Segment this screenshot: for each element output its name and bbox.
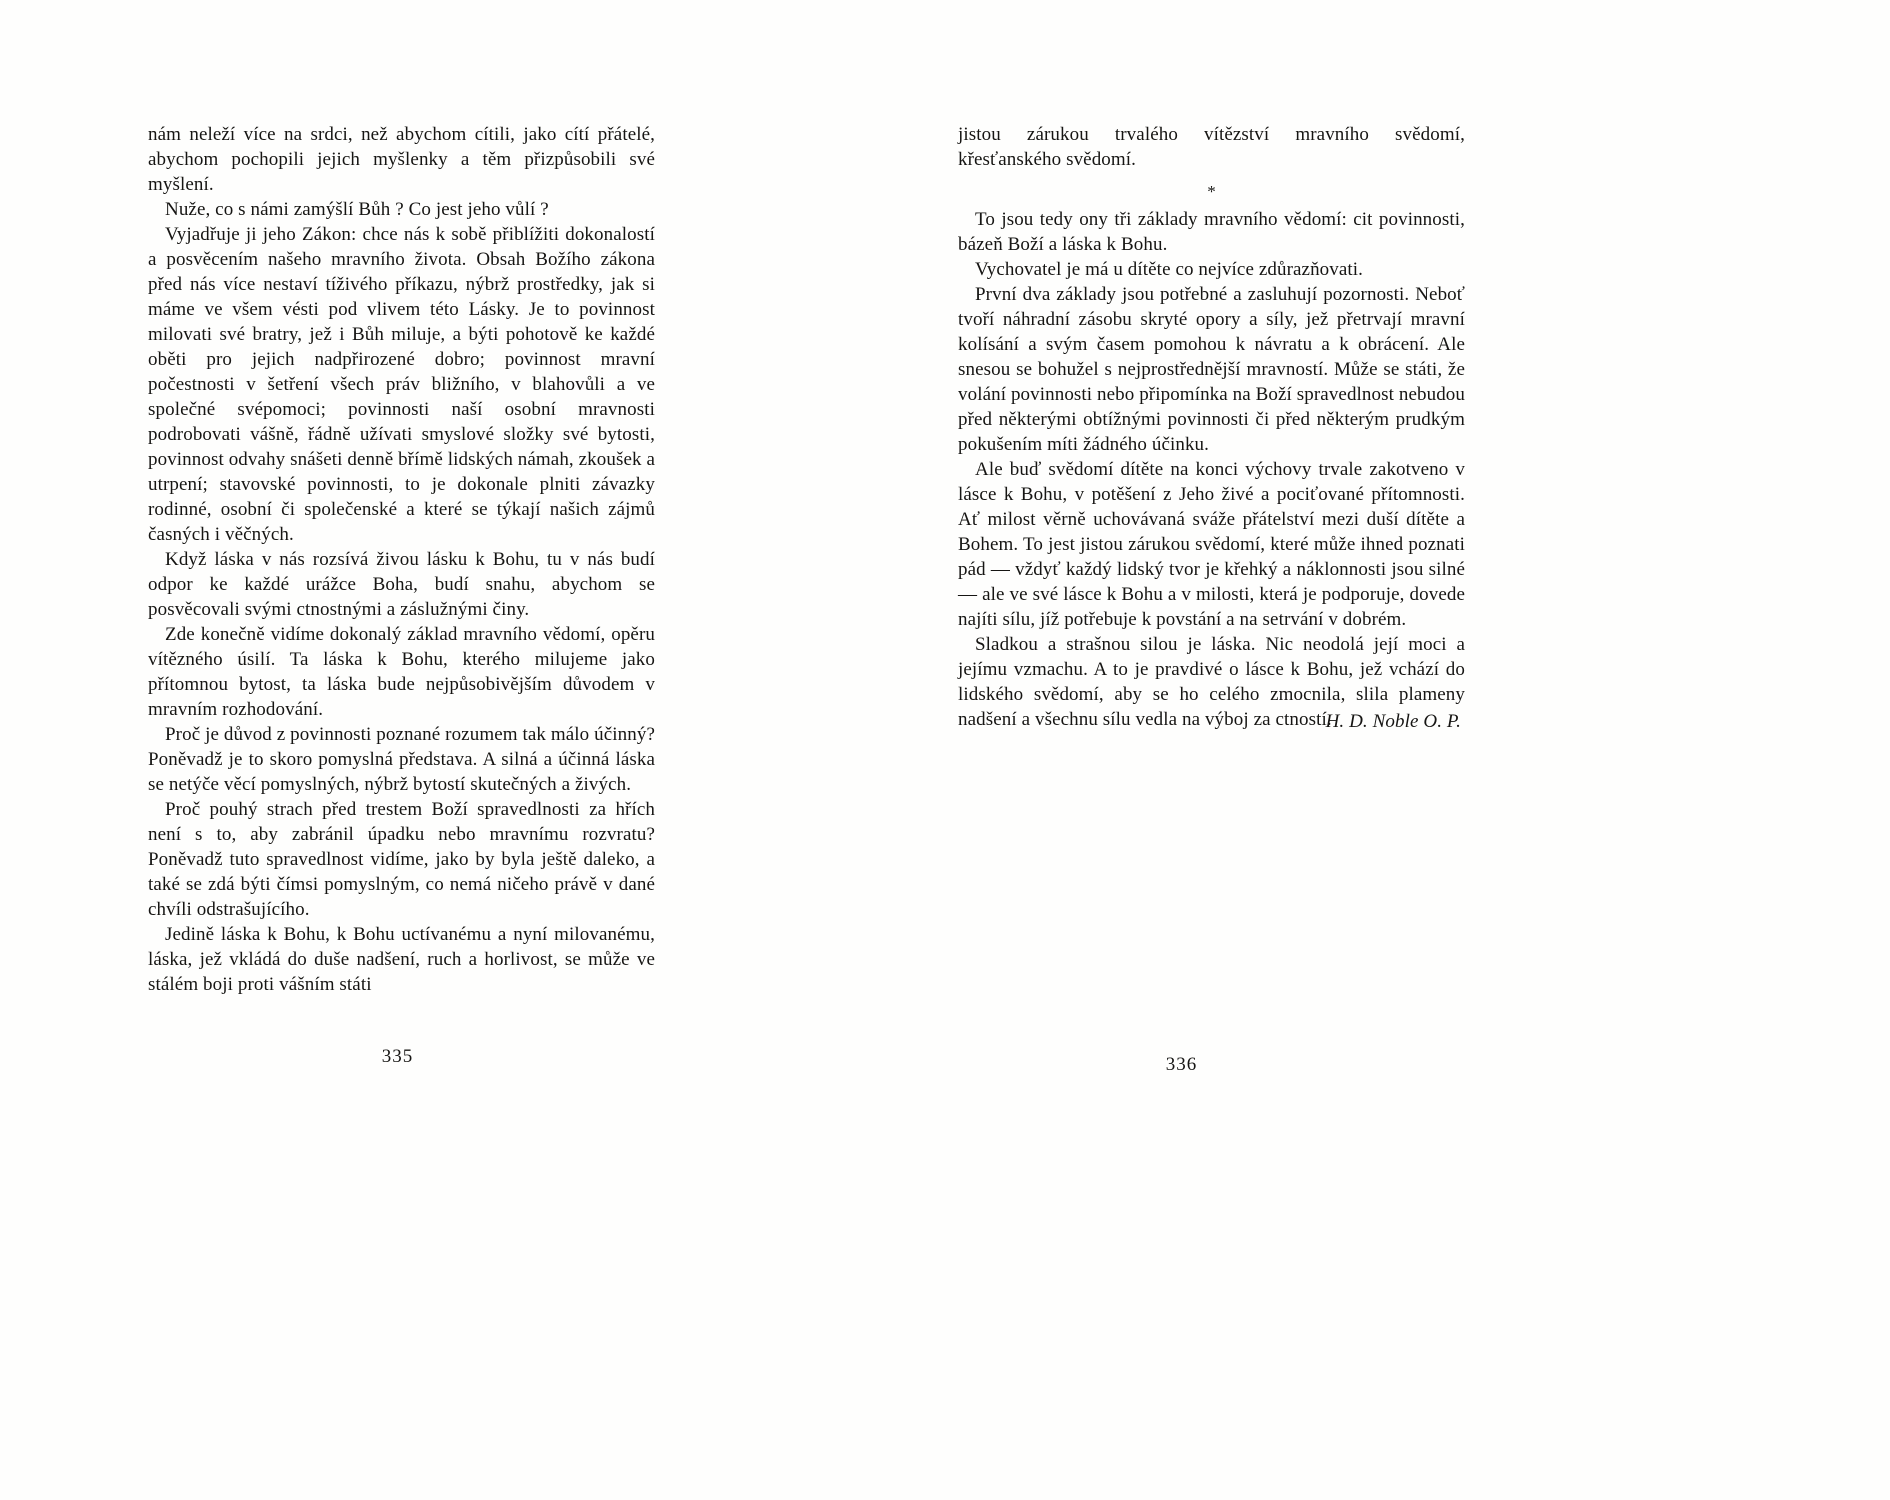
paragraph: Jedině láska k Bohu, k Bohu uctívanému a nyní milovanému, láska, jež vkládá do duše nadšení, ruch a horlivost, se může ve stálém boji proti vášním státi (148, 924, 655, 995)
paragraph: První dva základy jsou potřebné a zasluhují pozornosti. Neboť tvoří náhradní zásobu skryté opory a síly, jež přetrvají mravní kolísání a svým časem pomohou k návratu a k obrácení. Ale snesou se bohužel s nejprostřednější mravností. Může se státi, že volání povinnosti nebo připomínka na Boží spravedlnost nebudou před některými obtížnými povinnosti či před některým prudkým pokušením míti žádného účinku. (958, 284, 1465, 455)
paragraph: Nuže, co s námi zamýšlí Bůh ? Co jest jeho vůlí ? (165, 199, 549, 220)
paragraph: Zde konečně vidíme dokonalý základ mravního vědomí, opěru vítězného úsilí. Ta láska k Bohu, kterého milujeme jako přítomnou bytost, ta láska bude nejpůsobivějším důvodem v mravním rozhodování. (148, 624, 655, 720)
page-left-text (148, 122, 655, 997)
paragraph: Vyjadřuje ji jeho Zákon: chce nás k sobě přiblížiti dokonalostí a posvěcením našeho mravního života. Obsah Božího zákona před nás více nestaví tíživého příkazu, nýbrž prostředky, jak si máme ve všem vésti pod vlivem této Lásky. Je to povinnost milovati své bratry, jež i Bůh miluje, a býti pohotově ke každé oběti pro jejich nadpřirozené dobro; povinnost mravní počestnosti v šetření všech práv bližního, v blahovůli a ve společné svépomoci; povinnosti naší osobní mravnosti podrobovati vášně, řádně užívati smyslové složky své bytosti, povinnost odvahy snášeti denně břímě lidských námah, zkoušek a utrpení; stavovské povinnosti, to je dokonale plniti závazky rodinné, osobní či společenské a které se týkají našich zájmů časných i věčných. (148, 224, 655, 545)
paragraph: Proč pouhý strach před trestem Boží spravedlnosti za hřích není s to, aby zabránil úpadku nebo mravnímu rozvratu? Poněvadž tuto spravedlnost vidíme, jako by byla ještě daleko, a také se zdá býti čímsi pomyslným, co nemá ničeho právě v dané chvíli odstrašujícího. (148, 799, 655, 920)
paragraph: jistou zárukou trvalého vítězství mravního svědomí, křesťanského svědomí. (958, 124, 1465, 170)
section-separator: * (1207, 182, 1216, 201)
paragraph: Když láska v nás rozsívá živou lásku k Bohu, tu v nás budí odpor ke každé urážce Boha, budí snahu, abychom se posvěcovali svými ctnostnými a záslužnými činy. (148, 549, 655, 620)
paragraph: nám neleží více na srdci, než abychom cítili, jako cítí přátelé, abychom pochopili jejich myšlenky a těm přizpůsobili své myšlení. (148, 124, 655, 195)
author-signature: H. D. Noble O. P. (1325, 711, 1461, 732)
paragraph: To jsou tedy ony tři základy mravního vědomí: cit povinnosti, bázeň Boží a láska k Bohu. (958, 209, 1465, 255)
page-number-left: 335 (381, 1046, 414, 1067)
paragraph: Proč je důvod z povinnosti poznané rozumem tak málo účinný? Poněvadž je to skoro pomyslná představa. A silná a účinná láska se netýče věcí pomyslných, nýbrž bytostí skutečných a živých. (148, 724, 655, 795)
page-right-text (958, 122, 1465, 734)
paragraph: Ale buď svědomí dítěte na konci výchovy trvale zakotveno v lásce k Bohu, v potěšení z Jeho živé a pociťované přítomnosti. Ať milost věrně uchovávaná sváže přátelství mezi duší dítěte a Bohem. To jest jistou zárukou svědomí, které může ihned poznati pád — vždyť každý lidský tvor je křehký a náklonnosti jsou silné — ale ve své lásce k Bohu a v milosti, která je podporuje, dovede najíti sílu, jíž potřebuje k povstání a na setrvání v dobrém. (958, 459, 1465, 630)
page-number-right: 336 (1165, 1054, 1198, 1075)
paragraph: Vychovatel je má u dítěte co nejvíce zdůrazňovati. (975, 259, 1364, 280)
paragraph: Sladkou a strašnou silou je láska. Nic neodolá její moci a jejímu vzmachu. A to je pravdivé o lásce k Bohu, jež vchází do lidského svědomí, aby se ho celého zmocnila, slila plameny nadšení a všechnu sílu vedla na výboj za ctností. (958, 634, 1465, 730)
